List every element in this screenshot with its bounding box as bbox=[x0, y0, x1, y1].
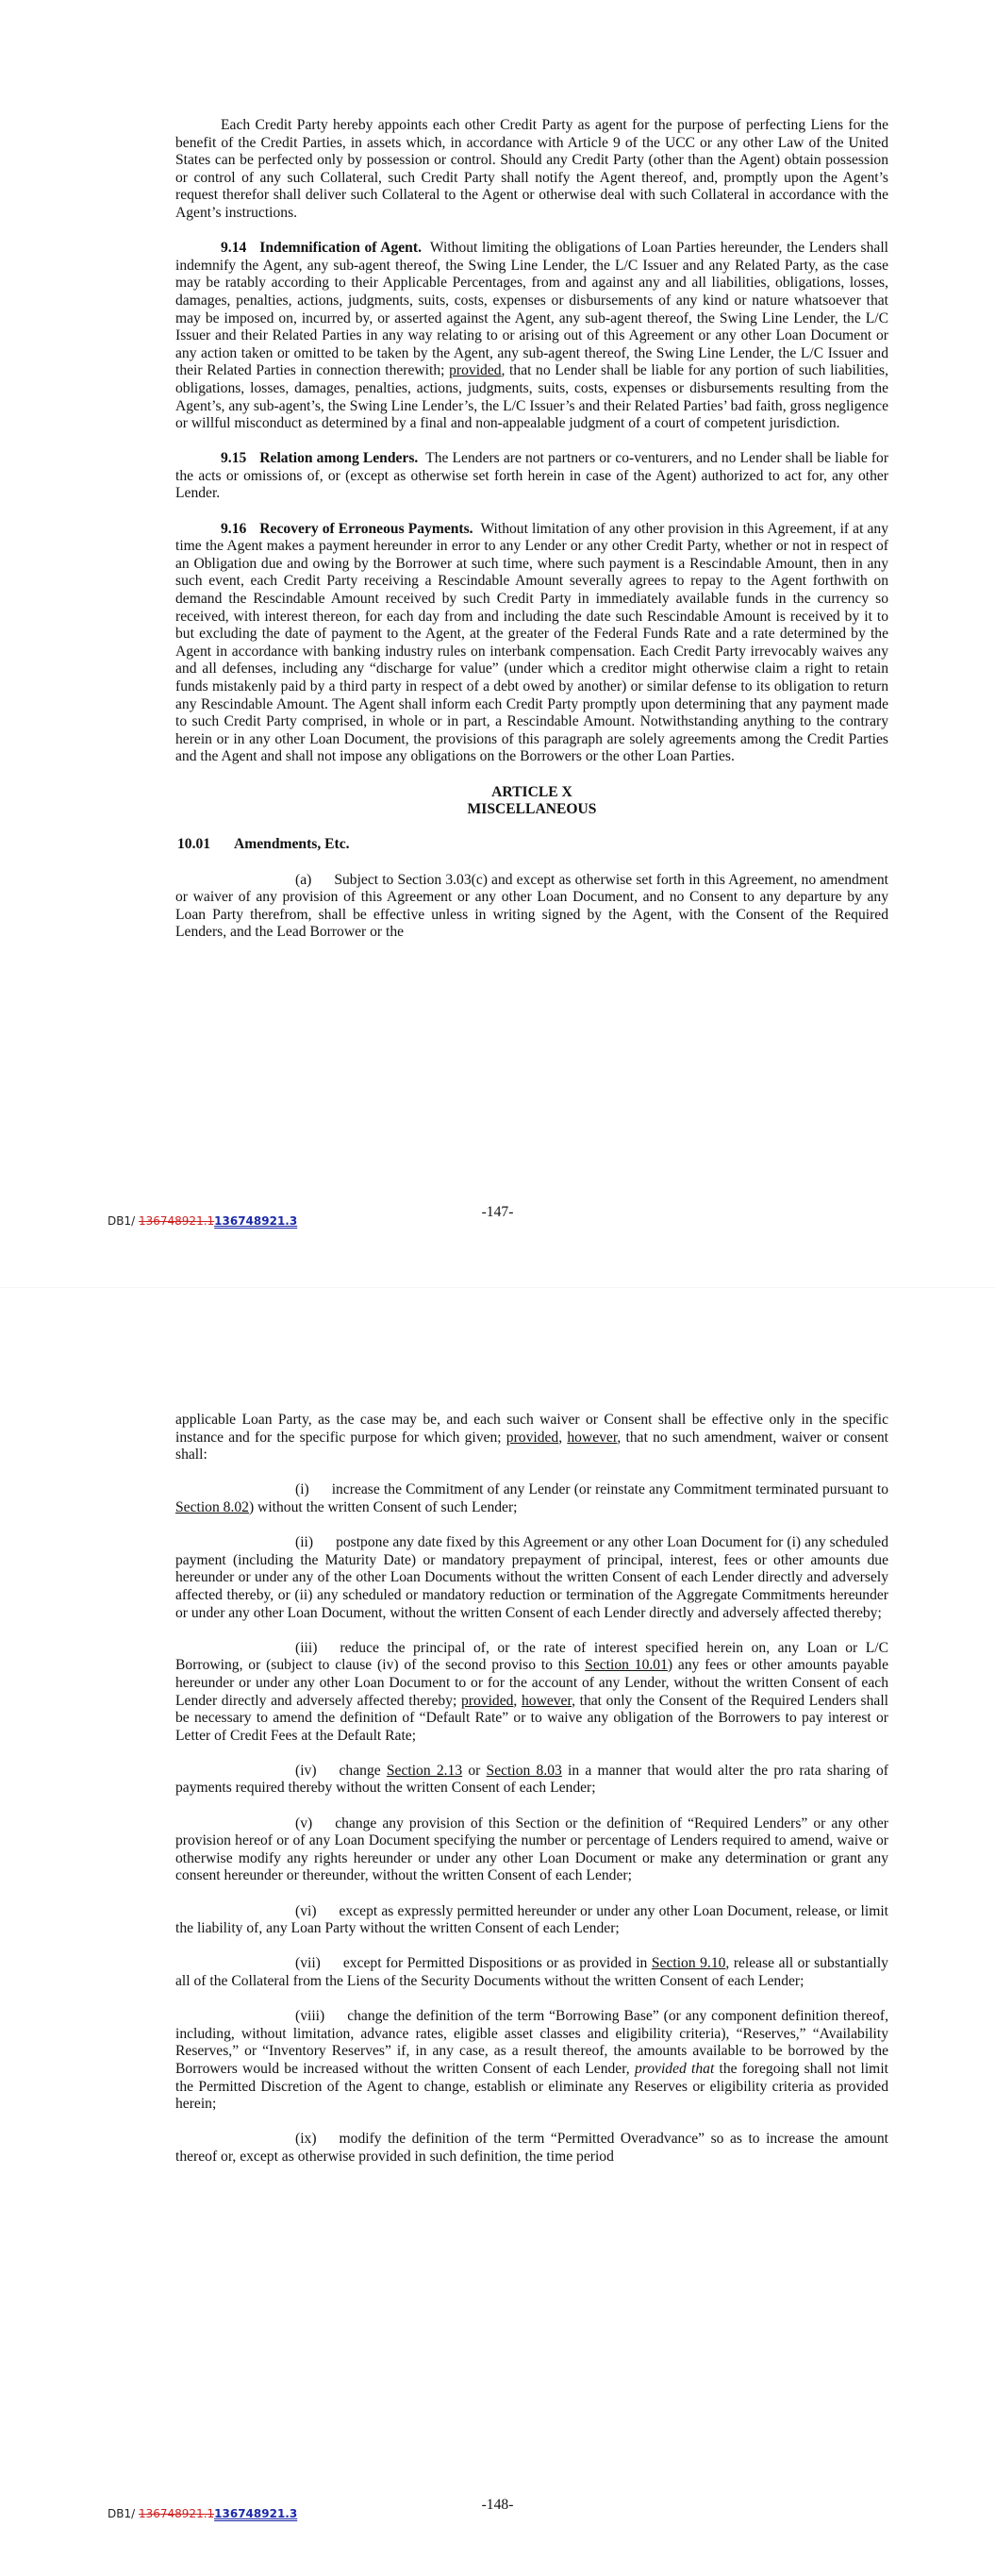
item-iii-text-a: reduce the principal of, or the rate of interest specified herein on, any Loan or L/C Borrowing, or (subject to clause (iv) of the second proviso to this bbox=[175, 1639, 888, 1674]
item-vii-text-a: except for Permitted Dispositions or as provided in bbox=[342, 1955, 648, 1972]
collateral-text: Each Credit Party hereby appoints each other Credit Party as agent for the purpose of perfecting Liens for the benefit of the Credit Parties, in assets which, in accordance with Article 9 of the UCC or any other Law of the United States can be perfected only by possession or control. Should any Credit Party (other than the Agent) obtain possession or control of any such Collateral, such Credit Party shall notify the Agent thereof, and, promptly upon the Agent’s request therefor shall deliver such Collateral to the Agent or otherwise deal with such Collateral in accordance with the Agent’s instructions. bbox=[175, 117, 888, 221]
item-iii-provided: provided bbox=[460, 1692, 514, 1709]
continuation-text-b: , that no such amendment, waiver or consent shall: bbox=[175, 1429, 888, 1464]
section-9-14-text-b: , that no Lender shall be liable for any portion of such liabilities, obligations, losses, damages, penalties, actions, judgments, suits, costs, expenses or disbursements resulting from the Agent’s, any sub-agent’s, the Swing Line Lender’s, the L/C Issuer’s and their Related Parties’ bad faith, gross negligence or willful misconduct as determined by a final and non-appealable judgment of a court of competent jurisdiction. bbox=[175, 362, 888, 432]
section-9-14: 9.14 Indemnification of Agent. Without limiting the obligations of Loan Parties hereunder, the Lenders shall indemnify the Agent, any sub-agent thereof, the Swing Line Lender, the L/C Issuer and any Related Party, as the case may be ratably according to their Applicable Percentages, from and against any and all liabilities, obligations, losses, damages, penalties, actions, judgments, suits, costs, expenses or disbursements of any kind or nature whatsoever that may be imposed on, incurred by, or asserted against the Agent, any sub-agent thereof, the Swing Line Lender, the L/C Issuer and their Related Parties in any way relating to or arising out of this Agreement or any other Loan Document or any action taken or omitted to be taken by the Agent, any sub-agent thereof, the Swing Line Lender, the L/C Issuer and their Related Parties in connection therewith; provided, that no Lender shall be liable for any portion of such liabilities, obligations, losses, damages, penalties, actions, judgments, suits, costs, expenses or disbursements resulting from the Agent’s, any sub-agent’s, the Swing Line Lender’s, the L/C Issuer’s and their Related Parties’ bad faith, gross negligence or willful misconduct as determined by a final and non-appealable judgment of a court of competent jurisdiction. bbox=[175, 240, 889, 432]
doc-id-footer-147 bbox=[108, 1214, 297, 1228]
page-number-148: -148- bbox=[481, 2497, 514, 2513]
item-viii-text-a: change the definition of the term “Borrowing Base” (or any component definition thereof, including, without limitation, advance rates, eligible asset classes and eligibility criteria), “Reserves,” “Availability Reserves,” or “Inventory Reserves” if, in any case, as a result thereof, the amounts available to be borrowed by the Borrowers would be increased without the written Consent of each Lender, bbox=[175, 2008, 888, 2077]
item-i-text-a: increase the Commitment of any Lender (or reinstate any Commitment terminated pursuant to bbox=[331, 1481, 888, 1498]
item-iii-however: however bbox=[521, 1692, 572, 1709]
doc-id-prefix: DB1/ bbox=[108, 1214, 136, 1228]
item-iv bbox=[175, 1763, 888, 1798]
item-vi-label: (vi) bbox=[295, 1902, 317, 1919]
item-viii-provided-that: provided that bbox=[634, 2060, 715, 2077]
article-title: MISCELLANEOUS bbox=[467, 801, 597, 818]
section-9-15-number: 9.15 bbox=[221, 450, 247, 467]
section-9-14-provided: provided bbox=[449, 362, 502, 379]
section-10-01-heading bbox=[175, 836, 888, 854]
doc-id-footer-148 bbox=[108, 2507, 297, 2520]
item-iv-text-b: in a manner that would alter the pro rata sharing of payments required thereby without the written Consent of each Lender; bbox=[175, 1762, 888, 1797]
item-i-label: (i) bbox=[295, 1481, 309, 1498]
doc-id-inserted: 136748921.3 bbox=[214, 2507, 298, 2520]
item-iii-sep: , bbox=[513, 1692, 522, 1709]
item-vii-section-ref: Section 9.10 bbox=[651, 1955, 726, 1972]
item-vi-text: except as expressly permitted hereunder or under any other Loan Document, release, or limit the liability of, any Loan Party without the written Consent of each Lender; bbox=[175, 1902, 888, 1937]
paragraph-a-continuation bbox=[175, 1412, 888, 1464]
paragraph-a-text: Subject to Section 3.03(c) and except as otherwise set forth in this Agreement, no amendment or waiver of any provision of this Agreement or any other Loan Document, and no Consent to any departure by any Loan Party therefrom, shall be effective unless in writing signed by the Agent, with the Consent of the Required Lenders, and the Lead Borrower or the bbox=[175, 871, 888, 941]
section-9-14-text-a: Without limiting the obligations of Loan Parties hereunder, the Lenders shall indemnify the Agent, any sub-agent thereof, the Swing Line Lender, the L/C Issuer and any Related Party, as the case may be ratably according to their Applicable Percentages, from and against any and all liabilities, obligations, losses, damages, penalties, actions, judgments, suits, costs, expenses or disbursements of any kind or nature whatsoever that may be imposed on, incurred by, or asserted against the Agent, any sub-agent thereof, the Swing Line Lender, the L/C Issuer and their Related Parties in any way relating to or arising out of this Agreement or any other Loan Document or any action taken or omitted to be taken by the Agent, any sub-agent thereof, the Swing Line Lender, the L/C Issuer and their Related Parties in connection therewith; bbox=[175, 240, 889, 379]
section-9-15-title: Relation among Lenders bbox=[259, 450, 415, 467]
doc-id-deleted: 136748921.1 bbox=[138, 2507, 215, 2520]
item-iii-text-c: , that only the Consent of the Required Lenders shall be necessary to amend the definition of “Default Rate” or to waive any obligation of the Borrowers to pay interest or Letter of Credit Fees at the Default Rate; bbox=[175, 1692, 888, 1744]
doc-id-deleted: 136748921.1 bbox=[138, 1214, 215, 1228]
item-vii-label: (vii) bbox=[295, 1955, 321, 1972]
item-iv-section-ref-1: Section 2.13 bbox=[386, 1762, 463, 1779]
item-v-label: (v) bbox=[295, 1815, 313, 1832]
continuation-provided: provided bbox=[506, 1429, 559, 1446]
item-i bbox=[175, 1481, 888, 1516]
item-ii-label: (ii) bbox=[295, 1534, 314, 1551]
item-iv-text-a: change bbox=[339, 1762, 381, 1779]
section-9-16-text: Without limitation of any other provision in this Agreement, if at any time the Agent makes a payment hereunder in error to any Lender or any other Credit Party, whether or not in respect of an Obligation due and owing by the Borrower at such time, where such payment is a Rescindable Amount, then in any such event, each Credit Party receiving a Rescindable Amount severally agrees to repay to the Agent forthwith on demand the Rescindable Amount received by such Credit Party in immediately available funds in the currency so received, with interest thereon, for each day from and including the date such Rescindable Amount is received by it to but excluding the date of payment to the Agent, at the greater of the Federal Funds Rate and a rate determined by the Agent in accordance with banking industry rules on interbank compensation. Each Credit Party irrevocably waives any and all defenses, including any “discharge for value” (under which a creditor might otherwise claim a right to retain funds mistakenly paid by a third party in respect of a debt owed by another) or similar defense to its obligation to return any Rescindable Amount. The Agent shall inform each Credit Party promptly upon determining that any payment made to such Credit Party comprised, in whole or in part, a Rescindable Amount. Notwithstanding anything to the contrary herein or in any other Loan Document, the provisions of this paragraph are solely agreements among the Credit Parties and the Agent and shall not impose any obligations on the Borrowers or the other Loan Parties. bbox=[175, 520, 888, 765]
page-148-body bbox=[175, 1412, 888, 2183]
page-number-147: -147- bbox=[481, 1204, 514, 1220]
item-viii-text-b: the foregoing shall not limit the Permitted Discretion of the Agent to change, establish or eliminate any Reserves or eligibility criteria as provided herein; bbox=[175, 2060, 888, 2113]
doc-id-prefix: DB1/ bbox=[108, 2507, 136, 2520]
item-ix-text: modify the definition of the term “Permitted Overadvance” so as to increase the amount thereof or, except as otherwise provided in such definition, the time period bbox=[175, 2131, 888, 2165]
continuation-sep: , bbox=[558, 1429, 568, 1446]
section-9-14-title: Indemnification of Agent bbox=[259, 240, 419, 257]
article-number: ARTICLE X bbox=[491, 783, 572, 800]
item-iv-label: (iv) bbox=[295, 1762, 317, 1779]
paragraph-a-label: (a) bbox=[295, 871, 312, 888]
item-viii-label: (viii) bbox=[295, 2008, 325, 2025]
section-9-15: 9.15 Relation among Lenders. The Lenders are not partners or co-venturers, and no Lender shall be liable for the acts or omissions of, or (except as otherwise set forth herein in case of the Agent) authorized to act for, any other Lender. bbox=[175, 450, 889, 502]
item-ii bbox=[175, 1534, 888, 1622]
page-147-body bbox=[175, 117, 888, 960]
section-10-01-title: Amendments, Etc. bbox=[234, 836, 350, 853]
item-v-text: change any provision of this Section or the definition of “Required Lenders” or any other provision hereof or of any Loan Document specifying the number or percentage of Lenders required to amend, waive or otherwise modify any rights hereunder or under any other Loan Document or make any determination or grant any consent hereunder or thereunder, without the written Consent of each Lender; bbox=[175, 1815, 888, 1884]
item-iii-label: (iii) bbox=[295, 1639, 318, 1656]
article-heading bbox=[175, 784, 888, 819]
continuation-text-a: applicable Loan Party, as the case may be, and each such waiver or Consent shall be effective only in the specific instance and for the specific purpose for which given; bbox=[175, 1412, 888, 1446]
item-iii-text-b: ) any fees or other amounts payable hereunder or under any other Loan Document to or for the account of any Lender, without the written Consent of each Lender directly and adversely affected thereby; bbox=[175, 1657, 889, 1709]
item-i-section-ref: Section 8.02 bbox=[175, 1498, 249, 1515]
section-10-01-number: 10.01 bbox=[177, 836, 211, 853]
item-viii bbox=[175, 2008, 888, 2114]
item-ii-text: postpone any date fixed by this Agreement or any other Loan Document for (i) any scheduled payment (including the Maturity Date) or mandatory prepayment of principal, interest, fees or other amounts due hereunder or under any of the other Loan Documents without the written Consent of each Lender directly and adversely affected thereby, or (ii) any scheduled or mandatory reduction or termination of the Aggregate Commitments hereunder or under any other Loan Document, without the written Consent of each Lender directly and adversely affected thereby; bbox=[175, 1534, 888, 1621]
section-9-15-text: The Lenders are not partners or co-venturers, and no Lender shall be liable for the acts or omissions of, or (except as otherwise set forth herein in case of the Agent) authorized to act for, any other Lender. bbox=[175, 450, 889, 502]
continuation-however: however bbox=[567, 1429, 618, 1446]
item-iv-section-ref-2: Section 8.03 bbox=[486, 1762, 562, 1779]
section-9-16-number: 9.16 bbox=[221, 520, 247, 537]
item-iii bbox=[175, 1640, 888, 1746]
item-iii-section-ref: Section 10.01 bbox=[585, 1657, 668, 1674]
paragraph-a bbox=[175, 872, 888, 942]
section-9-16: 9.16 Recovery of Erroneous Payments. Without limitation of any other provision in this Agreement, if at any time the Agent makes a payment hereunder in error to any Lender or any other Credit Party, whether or not in respect of an Obligation due and owing by the Borrower at such time, where such payment is a Rescindable Amount, then in any such event, each Credit Party receiving a Rescindable Amount severally agrees to repay to the Agent forthwith on demand the Rescindable Amount received by such Credit Party in immediately available funds in the currency so received, with interest thereon, for each day from and including the date such Rescindable Amount is received by it to but excluding the date of payment to the Agent, at the greater of the Federal Funds Rate and a rate determined by the Agent in accordance with banking industry rules on interbank compensation. Each Credit Party irrevocably waives any and all defenses, including any “discharge for value” (under which a creditor might otherwise claim a right to retain funds mistakenly paid by a third party in respect of a debt owed by another) or similar defense to its obligation to return any Rescindable Amount. The Agent shall inform each Credit Party promptly upon determining that any payment made to such Credit Party comprised, in whole or in part, a Rescindable Amount. Notwithstanding anything to the contrary herein or in any other Loan Document, the provisions of this paragraph are solely agreements among the Credit Parties and the Agent and shall not impose any obligations on the Borrowers or the other Loan Parties. bbox=[175, 520, 888, 765]
item-v bbox=[175, 1815, 888, 1885]
item-vi bbox=[175, 1903, 888, 1938]
item-vii-text-b: , release all or substantially all of the Collateral from the Liens of the Security Documents without the written Consent of each Lender; bbox=[175, 1955, 888, 1989]
item-iv-or: or bbox=[468, 1762, 481, 1779]
page-148 bbox=[0, 1288, 995, 2576]
doc-id-inserted: 136748921.3 bbox=[214, 1214, 298, 1228]
item-i-text-b: ) without the written Consent of such Lender; bbox=[248, 1498, 518, 1515]
item-vii bbox=[175, 1955, 888, 1990]
section-9-16-title: Recovery of Erroneous Payments bbox=[259, 520, 470, 537]
section-9-14-number: 9.14 bbox=[221, 240, 247, 257]
item-ix-label: (ix) bbox=[295, 2131, 317, 2148]
item-ix bbox=[175, 2131, 888, 2166]
collateral-paragraph bbox=[175, 117, 888, 223]
